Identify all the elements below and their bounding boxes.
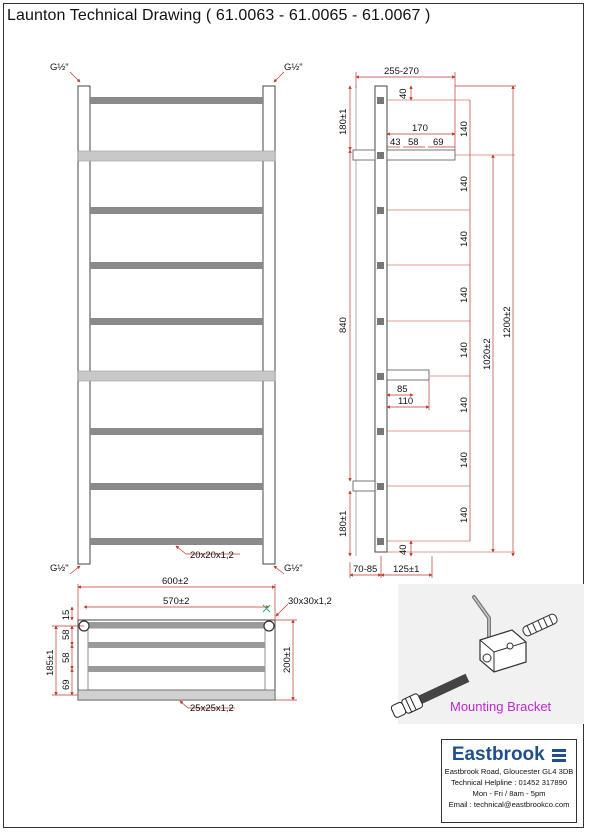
- rail: [90, 262, 263, 269]
- top-wall-bracket: [353, 150, 375, 160]
- wall-gap-label: 70-85: [353, 564, 378, 575]
- bottom-wall-bracket: [353, 481, 375, 491]
- bottom-height-label: 180±1: [338, 510, 349, 537]
- spacing-label: 140: [459, 121, 470, 137]
- rail: [90, 428, 263, 435]
- spacing-label: 140: [459, 176, 470, 192]
- thread-label-bottom-right: G½": [284, 563, 303, 574]
- spacing-label: 140: [459, 452, 470, 468]
- centres-height-label: 1020±2: [482, 338, 493, 370]
- brand-name: Eastbrook: [451, 744, 545, 765]
- gap-b-label: 58: [61, 652, 72, 663]
- spacing-label: 140: [459, 231, 470, 247]
- upright-size-label: 30x30x1,2: [288, 596, 332, 607]
- bracket-depth-a-label: 85: [397, 384, 408, 395]
- width-range-label: 255-270: [384, 66, 419, 77]
- bracket-b-label: 58: [408, 137, 419, 148]
- front-view: [50, 62, 303, 574]
- plan-rail: [88, 642, 265, 648]
- plan-rail: [88, 622, 265, 628]
- bracket-a-label: 43: [390, 137, 401, 148]
- thread-label-top-right: G½": [284, 62, 303, 73]
- rail: [90, 318, 263, 325]
- brand-hours: Mon - Fri / 8am - 5pm: [472, 789, 546, 798]
- overall-height-label: 840: [338, 317, 349, 333]
- depth-label: 125±1: [393, 564, 420, 575]
- brand-box: [441, 739, 577, 823]
- right-height-label: 200±1: [282, 646, 293, 673]
- right-valve: [264, 621, 274, 631]
- brand-helpline: Technical Helpline : 01452 317890: [450, 778, 568, 787]
- plan-view: [45, 576, 332, 714]
- upper-rail-bracket: [387, 150, 455, 160]
- plan-frame-inner: [88, 628, 265, 690]
- rail-size-label: 20x20x1,2: [190, 550, 234, 561]
- mounting-bracket-label: Mounting Bracket: [450, 699, 552, 714]
- spacing-label: 140: [459, 397, 470, 413]
- bracket-width-label: 170: [412, 123, 428, 134]
- wide-rail: [78, 371, 275, 381]
- bracket-depth-b-label: 110: [398, 396, 414, 407]
- plan-rail: [88, 666, 265, 672]
- middle-rail-bracket: [387, 370, 429, 380]
- rail: [90, 483, 263, 490]
- gap-c-label: 69: [61, 679, 72, 690]
- brand-email[interactable]: Email : technical@eastbrookco.com: [448, 800, 570, 809]
- thread-label-bottom-left: G½": [50, 563, 69, 574]
- spacing-label: 140: [459, 507, 470, 523]
- bottom-rail-size-label: 25x25x1,2: [190, 703, 234, 714]
- bracket-c-label: 69: [433, 137, 444, 148]
- spacing-label: 140: [459, 342, 470, 358]
- thread-label-top-left: G½": [50, 62, 69, 73]
- top-offset-label: 40: [398, 88, 409, 99]
- rail: [90, 97, 263, 104]
- rail: [90, 207, 263, 214]
- bottom-offset-label: 40: [398, 544, 409, 555]
- brand-address: Eastbrook Road, Gloucester GL4 3DB: [444, 767, 574, 776]
- plan-bottom-rail: [78, 690, 275, 700]
- top-height-label: 180±1: [338, 108, 349, 135]
- wide-rail: [78, 151, 275, 161]
- total-height-label: 1200±2: [502, 306, 513, 338]
- gap-a-label: 58: [61, 629, 72, 640]
- spacing-label: 140: [459, 287, 470, 303]
- front-rails: [78, 97, 275, 545]
- left-height-label: 185±1: [45, 649, 56, 676]
- rail: [90, 538, 263, 545]
- page-title: Launton Technical Drawing ( 61.0063 - 61.0065 - 61.0067 ): [7, 7, 431, 24]
- spacing-labels: [459, 121, 470, 523]
- overall-width-label: 600±2: [162, 576, 189, 587]
- top-offset-plan-label: 15: [61, 609, 72, 621]
- eastbrook-logo-icon: [552, 748, 566, 764]
- centres-width-label: 570±2: [163, 596, 190, 607]
- side-view: [338, 66, 516, 578]
